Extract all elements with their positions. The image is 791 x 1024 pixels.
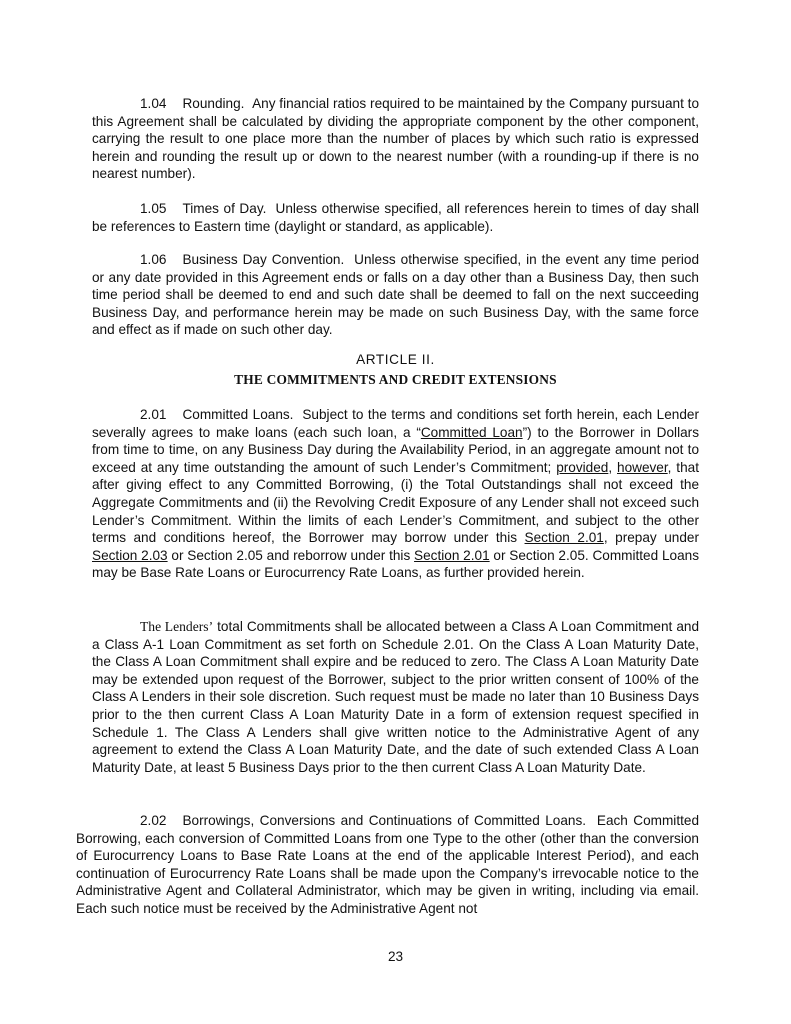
section-heading: Borrowings, Conversions and Continuations of Committed Loans.	[182, 813, 587, 828]
section-reference: Section 2.01	[414, 547, 490, 563]
section-number: 2.01	[140, 407, 167, 422]
article-number: ARTICLE II.	[356, 352, 435, 367]
section-number: 1.05	[140, 201, 167, 216]
section-1-06	[92, 251, 699, 339]
section-text: Unless otherwise specified, all references herein to times of day shall be references to Eastern time (daylight or standard, as applicable).	[92, 201, 699, 234]
section-heading: Committed Loans.	[182, 407, 294, 422]
section-2-02	[76, 812, 699, 918]
section-1-04	[92, 95, 699, 183]
section-text: or Section 2.05 and reborrow under this	[167, 547, 415, 563]
proviso-term: however	[617, 459, 668, 475]
section-number: 1.04	[140, 96, 167, 111]
paragraph-lead: The Lenders’	[140, 619, 214, 634]
section-reference: Section 2.01	[524, 530, 604, 546]
section-text: total Commitments shall be allocated between a Class A Loan Commitment and a Class A-1 Loan Commitment as set forth on Schedule 2.01. On the Class A Loan Maturity Date, the Class A Loan Commitment shall expire and be reduced to zero. The Class A Loan Maturity Date may be extended upon request of the Borrower, subject to the prior written consent of 100% of the Class A Lenders in their sole discretion. Such request must be made no later than 10 Business Days prior to the then current Class A Loan Maturity Date in a form of extension request specified in Schedule 1. The Class A Lenders shall give written notice to the Administrative Agent of any agreement to extend the Class A Loan Maturity Date, and the date of such extended Class A Loan Maturity Date, at least 5 Business Days prior to the then current Class A Loan Maturity Date.	[92, 619, 700, 775]
proviso-term: provided	[556, 459, 609, 475]
page-number: 23	[387, 949, 404, 964]
section-text: Subject to the terms and conditions set forth herein, each Lender severally agrees to make loans (each such loan, a “	[92, 407, 699, 440]
section-text: Any financial ratios required to be maintained by the Company pursuant to this Agreement shall be calculated by dividing the appropriate component by the other component, carrying the result to one place more than the number of places by which such ratio is expressed herein and rounding the result up or down to the nearest number (with a rounding-up if there is no nearest number).	[92, 96, 699, 182]
article-title: THE COMMITMENTS AND CREDIT EXTENSIONS	[234, 372, 557, 387]
section-1-05	[92, 200, 699, 235]
section-reference: Section 2.03	[92, 547, 168, 563]
section-text: ”) to the Borrower in Dollars from time to time, on any Business Day during the Availability Period, in an aggregate amount not to exceed at any time outstanding the amount of such Lender’s Commitment;	[92, 424, 699, 475]
section-text: or Section 2.05. Committed Loans may be Base Rate Loans or Eurocurrency Rate Loans, as further provided herein.	[92, 547, 700, 581]
section-text: Unless otherwise specified, in the event any time period or any date provided in this Agreement ends or falls on a day other than a Business Day, then such time period shall be deemed to end and such date shall be deemed to fall on the next succeeding Business Day, and performance herein may be made on such Business Day, with the same force and effect as if made on such other day.	[92, 252, 699, 338]
section-text: ,	[608, 459, 618, 475]
commitment-allocation-paragraph	[92, 618, 699, 776]
section-text: , prepay under	[603, 530, 699, 546]
section-text: Each Committed Borrowing, each conversion of Committed Loans from one Type to the other (other than the conversion of Eurocurrency Loans to Base Rate Loans at the end of the applicable Interest Period), and each continuation of Eurocurrency Rate Loans shall be made upon the Company’s irrevocable notice to the Administrative Agent and Collateral Administrator, which may be given in writing, including via email. Each such notice must be received by the Administrative Agent not	[76, 813, 700, 916]
section-2-01	[92, 406, 699, 582]
section-number: 1.06	[140, 252, 167, 267]
section-number: 2.02	[140, 813, 167, 828]
section-text: , that after giving effect to any Committed Borrowing, (i) the Total Outstandings shall not exceed the Aggregate Commitments and (ii) the Revolving Credit Exposure of any Lender shall not exceed such Lender’s Commitment. Within the limits of each Lender’s Commitment, and subject to the other terms and conditions hereof, the Borrower may borrow under this	[92, 459, 699, 546]
section-heading: Business Day Convention.	[182, 252, 345, 267]
defined-term: Committed Loan	[420, 424, 523, 440]
section-heading: Rounding.	[182, 96, 245, 111]
section-heading: Times of Day.	[182, 201, 267, 216]
